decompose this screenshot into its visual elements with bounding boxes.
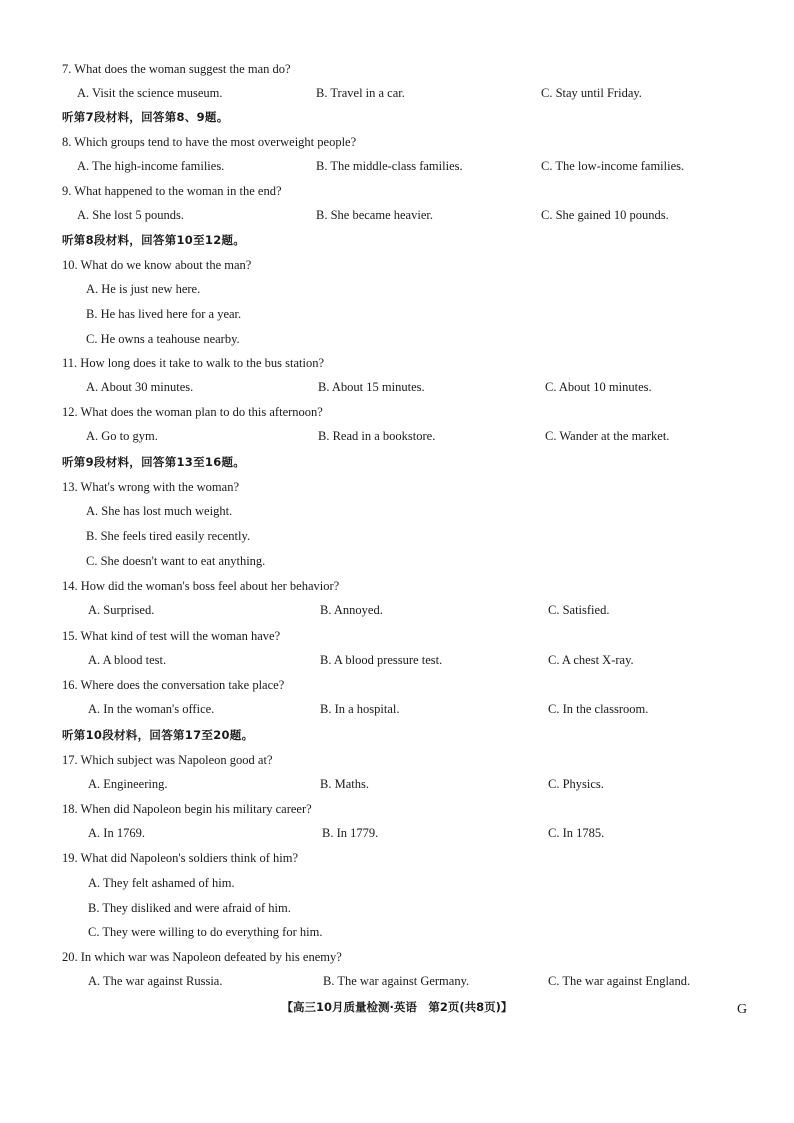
option-a: A. Surprised.	[88, 603, 155, 617]
option-a: A. Engineering.	[88, 777, 168, 791]
option-a: A. In the woman's office.	[88, 702, 215, 716]
question-18	[62, 801, 312, 817]
question-text: What does the woman suggest the man do?	[74, 62, 291, 76]
question-10	[62, 257, 251, 273]
question-16	[62, 677, 284, 693]
question-17	[62, 752, 273, 768]
option-b: B. Maths.	[320, 777, 369, 791]
question-number: 11.	[62, 356, 78, 370]
question-text: Which groups tend to have the most overweight people?	[74, 135, 357, 149]
option-a: A. In 1769.	[88, 826, 145, 840]
option-c: C. She doesn't want to eat anything.	[86, 554, 266, 568]
option-c: C. A chest X-ray.	[548, 653, 634, 667]
option-c: C. In the classroom.	[548, 702, 649, 716]
option-a: A. Go to gym.	[86, 429, 158, 443]
option-c: C. The war against England.	[548, 974, 691, 988]
page-footer: 【高三10月质量检测·英语 第2页(共8页)】	[281, 1000, 513, 1014]
option-b: B. The war against Germany.	[323, 974, 470, 988]
option-b: B. In 1779.	[322, 826, 379, 840]
question-14	[62, 578, 339, 594]
option-a: A. He is just new here.	[86, 282, 201, 296]
question-7	[62, 61, 291, 77]
question-text: In which war was Napoleon defeated by his enemy?	[80, 950, 342, 964]
question-number: 7.	[62, 62, 72, 76]
option-b: B. She feels tired easily recently.	[86, 529, 251, 543]
option-a: A. They felt ashamed of him.	[88, 876, 235, 890]
option-b: B. A blood pressure test.	[320, 653, 443, 667]
question-15	[62, 628, 280, 644]
question-number: 8.	[62, 135, 72, 149]
question-19	[62, 850, 298, 866]
question-9	[62, 183, 282, 199]
question-text: What does the woman plan to do this afternoon?	[80, 405, 323, 419]
question-text: How long does it take to walk to the bus station?	[80, 356, 325, 370]
option-c: C. The low-income families.	[541, 159, 685, 173]
question-8	[62, 134, 356, 150]
question-number: 20.	[62, 950, 78, 964]
question-text: What happened to the woman in the end?	[74, 184, 282, 198]
question-number: 15.	[62, 629, 78, 643]
option-a: A. She lost 5 pounds.	[77, 208, 184, 222]
section-instruction-9: 听第9段材料，回答第13至16题。	[62, 455, 246, 469]
question-text: What's wrong with the woman?	[80, 480, 239, 494]
question-13	[62, 479, 239, 495]
corner-mark: G	[737, 1002, 748, 1017]
question-text: What do we know about the man?	[80, 258, 252, 272]
question-number: 13.	[62, 480, 78, 494]
question-number: 19.	[62, 851, 78, 865]
question-number: 18.	[62, 802, 78, 816]
question-12	[62, 404, 323, 420]
option-b: B. The middle-class families.	[316, 159, 463, 173]
option-b: B. She became heavier.	[316, 208, 433, 222]
question-number: 16.	[62, 678, 78, 692]
option-b: B. Read in a bookstore.	[318, 429, 436, 443]
question-text: Which subject was Napoleon good at?	[80, 753, 273, 767]
option-b: B. About 15 minutes.	[318, 380, 425, 394]
option-a: A. The high-income families.	[77, 159, 225, 173]
option-c: C. He owns a teahouse nearby.	[86, 332, 240, 346]
option-c: C. About 10 minutes.	[545, 380, 652, 394]
option-c: C. They were willing to do everything for him.	[88, 925, 323, 939]
option-c: C. Wander at the market.	[545, 429, 670, 443]
option-c: C. Stay until Friday.	[541, 86, 642, 100]
option-b: B. Annoyed.	[320, 603, 383, 617]
option-a: A. The war against Russia.	[88, 974, 223, 988]
option-b: B. Travel in a car.	[316, 86, 405, 100]
option-c: C. She gained 10 pounds.	[541, 208, 669, 222]
section-instruction-10: 听第10段材料，回答第17至20题。	[62, 728, 254, 742]
question-number: 17.	[62, 753, 78, 767]
question-text: How did the woman's boss feel about her behavior?	[80, 579, 340, 593]
question-text: What did Napoleon's soldiers think of him?	[80, 851, 299, 865]
question-number: 14.	[62, 579, 78, 593]
section-instruction-8: 听第8段材料，回答第10至12题。	[62, 233, 246, 247]
question-20	[62, 949, 342, 965]
option-a: A. She has lost much weight.	[86, 504, 233, 518]
question-number: 10.	[62, 258, 78, 272]
question-text: When did Napoleon begin his military career?	[80, 802, 312, 816]
option-c: C. In 1785.	[548, 826, 605, 840]
question-text: What kind of test will the woman have?	[80, 629, 281, 643]
option-b: B. They disliked and were afraid of him.	[88, 901, 291, 915]
option-b: B. He has lived here for a year.	[86, 307, 242, 321]
option-c: C. Satisfied.	[548, 603, 610, 617]
section-instruction-7: 听第7段材料，回答第8、9题。	[62, 110, 229, 124]
option-a: A. A blood test.	[88, 653, 167, 667]
option-c: C. Physics.	[548, 777, 604, 791]
option-b: B. In a hospital.	[320, 702, 400, 716]
option-a: A. Visit the science museum.	[77, 86, 223, 100]
question-11	[62, 355, 324, 371]
option-a: A. About 30 minutes.	[86, 380, 194, 394]
question-text: Where does the conversation take place?	[80, 678, 285, 692]
question-number: 12.	[62, 405, 78, 419]
question-number: 9.	[62, 184, 72, 198]
